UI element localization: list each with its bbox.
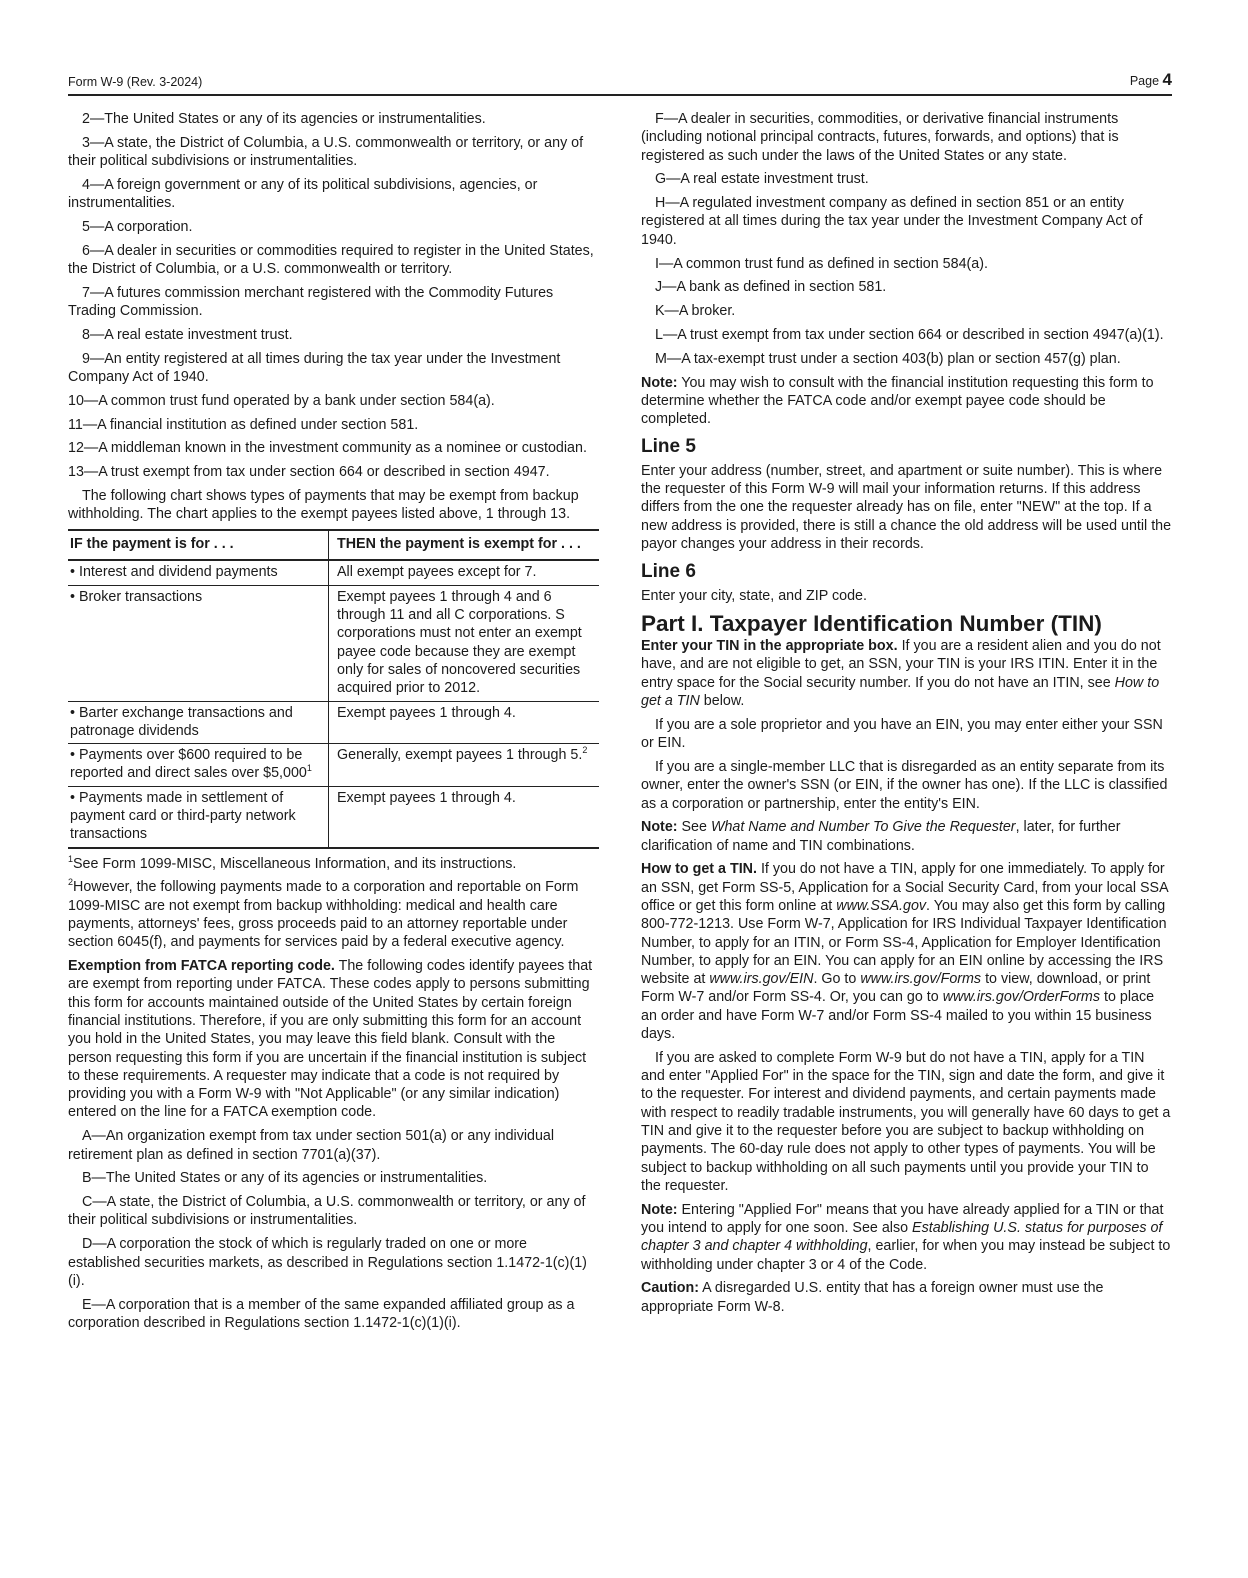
footnote-1 [68, 855, 599, 873]
note-text-end: , later, for further clarification of name and TIN combinations. [641, 819, 1121, 854]
page-header [68, 72, 1172, 96]
table-cell-exempt: All exempt payees except for 7. [329, 560, 600, 585]
table-row [68, 560, 599, 585]
name-number-ref: What Name and Number To Give the Requester [710, 819, 1016, 836]
note-text: You may wish to consult with the financial institution requesting this form to determine whether the FATCA code and/or exempt payee code should be completed. [641, 374, 1154, 428]
line6-heading: Line 6 [641, 561, 696, 583]
table-cell-exempt: Exempt payees 1 through 4. [329, 786, 600, 847]
fatca-code-a: A—An organization exempt from tax under section 501(a) or any individual retirement plan as defined in section 7701(a)(37). [68, 1128, 555, 1163]
caution [641, 1279, 1172, 1316]
footnote-mark: 1 [68, 853, 74, 864]
exempt-payee-13: 13—A trust exempt from tax under section 664 or described in section 4947. [68, 464, 550, 481]
right-column [641, 110, 1172, 1322]
fatca-text: The following codes identify payees that are exempt from reporting under FATCA. These codes apply to persons submitting this form for accounts maintained outside of the United States by certain foreign financial institutions. Therefore, if you are only submitting this form for an account you hold in the United States, you may leave this field blank. Consult with the person requesting this form if you are uncertain if the financial institution is subject to these requirements. A requester may indicate that a code is not required by providing you with a Form W-9 with "Not Applicable" (or any similar indication) entered on the line for a FATCA exemption code. [68, 958, 593, 1121]
fatca-paragraph [68, 957, 599, 1122]
ssa-url: www.SSA.gov [836, 897, 927, 914]
how-to-lead: How to get a TIN. [641, 861, 757, 878]
irs-orderforms-url: www.irs.gov/OrderForms [942, 989, 1100, 1006]
table-cell-payment: • Interest and dividend payments [68, 560, 329, 585]
note-label: Note: [641, 1201, 678, 1218]
table-header-row [68, 530, 599, 560]
note-fatca [641, 374, 1172, 429]
table-row [68, 585, 599, 701]
fatca-code-l: L—A trust exempt from tax under section 664 or described in section 4947(a)(1). [655, 326, 1164, 343]
exemption-table [68, 529, 599, 848]
table-cell-payment: • Broker transactions [68, 585, 329, 701]
table-cell-payment: • Barter exchange transactions and patronage dividends [68, 701, 329, 744]
fatca-code-h: H—A regulated investment company as defined in section 851 or an entity registered at all times during the tax year under the Investment Company Act of 1940. [641, 195, 1143, 248]
table-cell-payment: • Payments made in settlement of payment card or third-party network transactions [68, 786, 329, 847]
line6-text: Enter your city, state, and ZIP code. [641, 587, 867, 604]
footnote-2 [68, 878, 599, 951]
how-to-text: to place an order and have Form W-7 and/or Form SS-4 mailed to you within 15 business days. [641, 989, 1155, 1043]
exempt-payee-2: 2—The United States or any of its agencies or instrumentalities. [82, 111, 486, 127]
table-row [68, 786, 599, 847]
fatca-code-i: I—A common trust fund as defined in section 584(a). [655, 255, 988, 272]
exempt-payee-5: 5—A corporation. [82, 218, 193, 235]
note-label: Note: [641, 374, 678, 391]
applied-for-text: If you are asked to complete Form W-9 but do not have a TIN, apply for a TIN and enter "Applied For" in the space for the TIN, sign and date the form, and give it to the requester. For interest and dividend payments, and certain payments made with respect to readily tradable instruments, you will generally have 60 days to get a TIN and give it to the requester before you are subject to backup withholding on payments. The 60-day rule does not apply to other types of payments. You will be subject to backup withholding on all such payments until you provide your TIN to the requester. [641, 1049, 1171, 1194]
how-to-text: If you do not have a TIN, apply for one immediately. To apply for an SSN, get Form SS-5, Application for a Social Security Card, from your local SSA office or get this form online at [641, 861, 1168, 914]
table-cell-text: Generally, exempt payees 1 through 5. [337, 747, 583, 764]
table-cell-payment [68, 744, 329, 787]
sole-proprietor-text: If you are a sole proprietor and you have an EIN, you may enter either your SSN or EIN. [641, 716, 1163, 752]
exempt-payee-6: 6—A dealer in securities or commodities required to register in the United States, the District of Columbia, or a U.S. commonwealth or territory. [68, 242, 594, 278]
irs-ein-url: www.irs.gov/EIN [709, 971, 814, 988]
note-text: Entering "Applied For" means that you have already applied for a TIN or that you intend to apply for one soon. See also [641, 1201, 1164, 1237]
page-number: 4 [1162, 70, 1172, 89]
line5-heading: Line 5 [641, 436, 696, 458]
note-text: See [681, 819, 707, 836]
tin-text: If you are a resident alien and you do not have, and are not eligible to get, an SSN, your TIN is your IRS ITIN. Enter it in the entry space for the Social security number. If you do not have an ITIN, see [641, 638, 1161, 691]
fatca-code-f: F—A dealer in securities, commodities, or derivative financial instruments (including notional principal contracts, futures, forwards, and options) that is registered as such under the laws of the United States or any state. [641, 111, 1119, 164]
note-applied-for [641, 1201, 1172, 1274]
table-row [68, 701, 599, 744]
form-label: Form W-9 (Rev. 3-2024) [68, 75, 203, 89]
irs-forms-url: www.irs.gov/Forms [860, 971, 982, 988]
table-cell-exempt [329, 744, 600, 787]
tin-lead: Enter your TIN in the appropriate box. [641, 638, 898, 655]
caution-text: A disregarded U.S. entity that has a foreign owner must use the appropriate Form W-8. [641, 1280, 1104, 1315]
llc-text: If you are a single-member LLC that is disregarded as an entity separate from its owner, enter the owner's SSN (or EIN, if the owner has one). If the LLC is classified as a corporation or partnership, enter the entity's EIN. [641, 758, 1168, 812]
exempt-payee-3: 3—A state, the District of Columbia, a U.S. commonwealth or territory, or any of their political subdivisions or instrumentalities. [68, 134, 584, 170]
table-cell-exempt: Exempt payees 1 through 4 and 6 through 11 and all C corporations. S corporations must not enter an exempt payee code because they are exempt only for sales of noncovered securities acquired prior to 2012. [329, 585, 600, 701]
exempt-payee-4: 4—A foreign government or any of its political subdivisions, agencies, or instrumentalities. [68, 176, 538, 212]
page-label [1130, 70, 1172, 90]
footnote-ref: 1 [306, 763, 312, 774]
table-row [68, 744, 599, 787]
exempt-payee-10: 10—A common trust fund operated by a bank under section 584(a). [68, 392, 495, 409]
establishing-status-ref: Establishing U.S. status for purposes of chapter 3 and chapter 4 withholding [641, 1220, 1163, 1255]
part1-heading: Part I. Taxpayer Identification Number (TIN) [641, 610, 1102, 636]
table-cell-text: • Payments over $600 required to be reported and direct sales over $5,000 [70, 747, 307, 782]
fatca-code-g: G—A real estate investment trust. [655, 171, 869, 188]
line5-text: Enter your address (number, street, and apartment or suite number). This is where the requester of this Form W-9 will mail your information returns. If this address differs from the one the requester already has on file, enter "NEW" at the top. If a new address is provided, there is still a chance the old address will be used until the payor changes your address in their records. [641, 462, 1172, 552]
page-word: Page [1129, 74, 1160, 88]
fatca-code-b: B—The United States or any of its agencies or instrumentalities. [82, 1170, 488, 1187]
how-to-text: . You may also get this form by calling 800-772-1213. Use Form W-7, Application for IRS Individual Taxpayer Identification Number, to apply for an ITIN, or Form SS-4, Application for Employer Identification Number, to apply for an EIN. You can apply for an EIN online by accessing the IRS website at [641, 897, 1167, 988]
exempt-payee-7: 7—A futures commission merchant registered with the Commodity Futures Trading Commission. [68, 284, 554, 320]
footnote-mark: 2 [68, 877, 74, 888]
fatca-code-c: C—A state, the District of Columbia, a U.S. commonwealth or territory, or any of their political subdivisions or instrumentalities. [68, 1194, 586, 1229]
left-column [68, 110, 599, 1338]
note-text-end: , earlier, for when you may instead be subject to withholding under chapter 3 or 4 of the Code. [641, 1238, 1171, 1273]
fatca-code-k: K—A broker. [655, 303, 736, 320]
fatca-code-m: M—A tax-exempt trust under a section 403(b) plan or section 457(g) plan. [655, 350, 1121, 367]
fatca-code-j: J—A bank as defined in section 581. [655, 279, 887, 296]
exempt-payee-12: 12—A middleman known in the investment community as a nominee or custodian. [68, 440, 587, 457]
how-to-text: . Go to [813, 971, 857, 988]
chart-intro: The following chart shows types of payments that may be exempt from backup withholding. The chart applies to the exempt payees listed above, 1 through 13. [68, 488, 579, 523]
footnote-2-text: However, the following payments made to a corporation and reportable on Form 1099-MISC are not exempt from backup withholding: medical and health care payments, attorneys' fees, gross proceeds paid to an attorney reportable under section 6045(f), and payments for services paid by a federal executive agency. [68, 879, 579, 951]
footnote-ref: 2 [582, 745, 588, 756]
exempt-payee-8: 8—A real estate investment trust. [82, 326, 293, 343]
fatca-code-d: D—A corporation the stock of which is regularly traded on one or more established securities markets, as described in Regulations section 1.1472-1(c)(1)(i). [68, 1236, 587, 1289]
tin-text-end: below. [703, 693, 745, 710]
fatca-heading: Exemption from FATCA reporting code. [68, 958, 335, 975]
note-label: Note: [641, 819, 678, 836]
how-to-text: to view, download, or print Form W-7 and/or Form SS-4. Or, you can go to [641, 971, 1151, 1006]
note-name-number [641, 818, 1172, 855]
footnotes [68, 855, 599, 952]
how-to-get-tin [641, 860, 1172, 1043]
fatca-code-e: E—A corporation that is a member of the same expanded affiliated group as a corporation described in Regulations section 1.1472-1(c)(1)(i). [68, 1296, 575, 1331]
caution-label: Caution: [641, 1280, 699, 1297]
tin-paragraph [641, 637, 1172, 710]
exempt-payee-9: 9—An entity registered at all times during the tax year under the Investment Company Act of 1940. [68, 350, 561, 386]
footnote-1-text: See Form 1099-MISC, Miscellaneous Information, and its instructions. [73, 855, 517, 872]
table-cell-exempt: Exempt payees 1 through 4. [329, 701, 600, 744]
how-to-get-tin-ref: How to get a TIN [641, 674, 1160, 710]
table-header-if: IF the payment is for . . . [68, 530, 329, 560]
exempt-payee-11: 11—A financial institution as defined under section 581. [68, 416, 419, 433]
table-header-then: THEN the payment is exempt for . . . [329, 530, 600, 560]
